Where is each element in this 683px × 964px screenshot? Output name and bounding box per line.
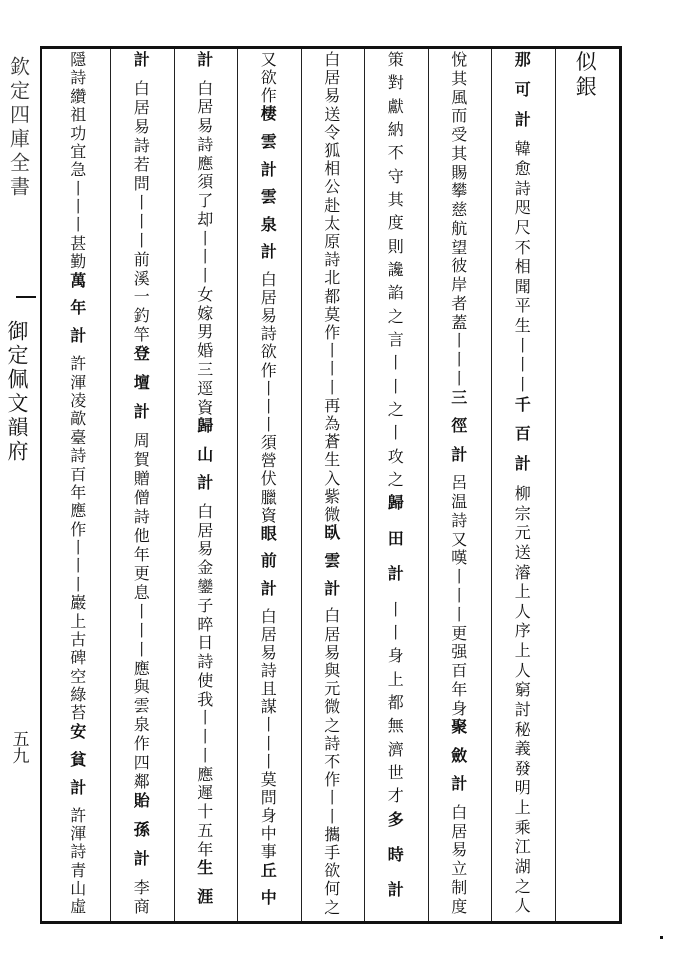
speck	[660, 936, 663, 939]
text-column: 計 白 居 易 詩 應 須 了 却 丨 丨 丨 女 嫁 男 婚 三 逕 資 歸 山 計 白 居 易 金 鑾 子 晬 日 詩 使 我 丨 丨 丨 應 遲 十 五 年 生 涯	[197, 50, 214, 906]
text-column: 白 居 易 送 令 狐 相 公 赴 太 原 詩 北 都 莫 作 丨 丨 丨 再 為 蒼 生 入 紫 微 臥 雲 計 白 居 易 與 元 微 之 詩 不 作 丨 丨 攜 手 欲 何 之	[324, 50, 341, 917]
text-column: 計 白 居 易 詩 若 問 丨 丨 丨 前 溪 一 釣 竿 登 壇 計 周 賀 贈 僧 詩 他 年 更 息 丨 丨 丨 應 與 雲 泉 作 四 鄰 貽 孫 計 李 商	[133, 50, 150, 916]
column-rule	[174, 49, 175, 921]
page-number	[8, 730, 30, 764]
column-rule	[555, 49, 556, 921]
header-tag-text: 欽定四庫全書	[6, 56, 31, 200]
side-title-text: 御定佩文韻府	[5, 320, 29, 464]
text-column: 又 欲 作 棲 雲 計 雲 泉 計 白 居 易 詩 欲 作 丨 丨 丨 須 營 伏 臘 資 眼 前 計 白 居 易 詩 且 謀 丨 丨 丨 莫 問 身 中 事 丘 中	[260, 50, 277, 908]
page-number-text: 五九	[8, 730, 29, 764]
text-column: 那 可 計 韓 愈 詩 咫 尺 不 相 聞 平 生 丨 丨 丨 千 百 計 柳 宗 元 送 濬 上 人 序 上 人 窮 討 秘 義 發 明 上 乘 江 湖 之 人	[514, 50, 531, 916]
column-rule	[237, 49, 238, 921]
column-rule	[428, 49, 429, 921]
text-column: 似 銀	[575, 50, 597, 99]
text-column: 隱 詩 纘 祖 功 宜 急 丨 丨 丨 甚 勤 萬 年 計 許 渾 凌 歊 臺 詩 百 年 應 作 丨 丨 丨 巖 上 古 碑 空 綠 苔 安 貧 計 許 渾 詩 青 山 虛	[70, 50, 87, 917]
column-rule	[364, 49, 365, 921]
text-column: 悅 其 風 而 受 其 賜 攀 慈 航 望 彼 岸 者 蓋 丨 丨 丨 三 徑 計 呂 温 詩 又 嘆 丨 丨 丨 更 强 百 年 身 聚 斂 計 白 居 易 立 制 度	[451, 50, 468, 916]
column-rule	[110, 49, 111, 921]
fishtail-mark	[16, 296, 36, 298]
header-tag	[4, 56, 34, 200]
text-column: 策 對 獻 納 不 守 其 度 則 讒 諂 之 言 丨 丨 之 丨 攻 之 歸 田 計 丨 丨 身 上 都 無 濟 世 才 多 時 計	[387, 50, 404, 900]
side-title	[2, 320, 32, 464]
column-rule	[491, 49, 492, 921]
column-rule	[301, 49, 302, 921]
